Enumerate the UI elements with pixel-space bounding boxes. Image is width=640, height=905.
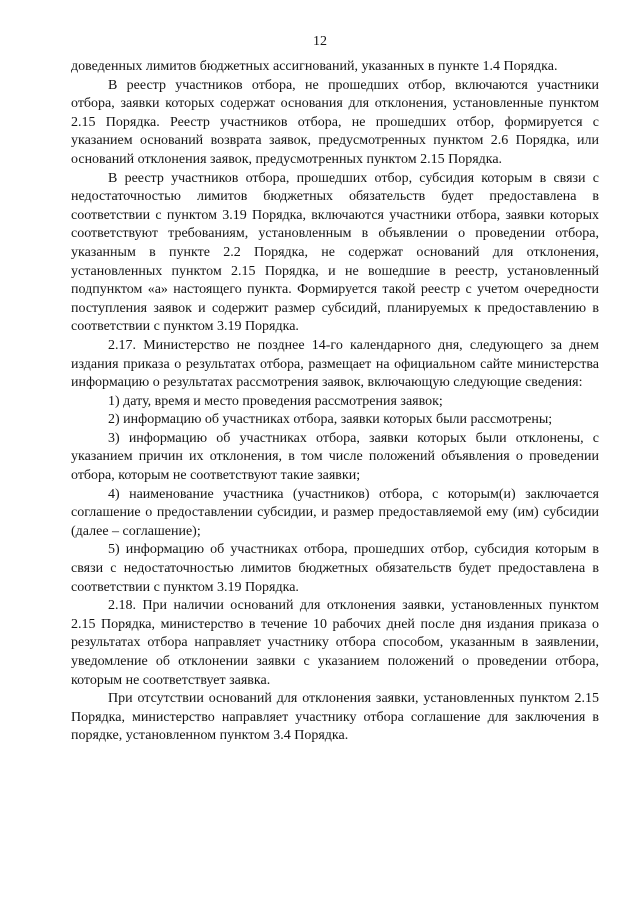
document-body bbox=[71, 58, 599, 746]
list-item-3: 3) информацию об участниках отбора, заявки которых были отклонены, с указанием причин их отклонения, в том числе положений объявления о проведении отбора, которым не соответствуют такие заявки; bbox=[71, 430, 599, 484]
paragraph-rejected-registry: В реестр участников отбора, не прошедших отбор, включаются участники отбора, заявки которых содержат основания для отклонения, установленные пунктом 2.15 Порядка. Реестр участников отбора, не прошедших отбор, формируется с указанием оснований возврата заявок, предусмотренных пунктом 2.6 Порядка, или оснований отклонения заявок, предусмотренных пунктом 2.15 Порядка. bbox=[71, 77, 599, 167]
list-item-4: 4) наименование участника (участников) отбора, с которым(и) заключается соглашение о предоставлении субсидии, и размер предоставляемой ему (им) субсидии (далее – соглашение); bbox=[71, 486, 599, 539]
page-number: 12 bbox=[313, 34, 327, 49]
list-item-5: 5) информацию об участниках отбора, прошедших отбор, субсидия которым в связи с недостаточностью лимитов бюджетных обязательств будет предоставлена в соответствии с пунктом 3.19 Порядка. bbox=[71, 542, 599, 595]
paragraph-continuation: доведенных лимитов бюджетных ассигнований, указанных в пункте 1.4 Порядка. bbox=[71, 59, 558, 74]
paragraph-2-17: 2.17. Министерство не позднее 14-го календарного дня, следующего за днем издания приказа о результатах отбора, размещает на официальном сайте министерства информацию о результатах рассмотрения заявок, включающую следующие сведения: bbox=[71, 337, 599, 391]
paragraph-no-grounds: При отсутствии оснований для отклонения заявки, установленных пунктом 2.15 Порядка, министерство направляет участнику отбора соглашение для заключения в порядке, установленном пунктом 3.4 Порядка. bbox=[71, 691, 599, 744]
paragraph-passed-registry: В реестр участников отбора, прошедших отбор, субсидия которым в связи с недостаточностью лимитов бюджетных обязательств будет предоставлена в соответствии с пунктом 3.19 Порядка, включаются участники отбора, заявки которых соответствуют требованиям, установленным в объявлении о проведении отбора, указанным в пункте 2.2 Порядка, не содержат оснований для отклонения, установленных пунктом 2.15 Порядка, и не вошедшие в реестр, установленный подпунктом «а» настоящего пункта. Формируется такой реестр с учетом очередности поступления заявок и содержит размер субсидий, планируемых к предоставлению в соответствии с пунктом 3.19 Порядка. bbox=[71, 170, 599, 335]
paragraph-2-18: 2.18. При наличии оснований для отклонения заявки, установленных пунктом 2.15 Порядка, министерство в течение 10 рабочих дней после дня издания приказа о результатах отбора направляет участнику отбора способом, указанным в заявлении, уведомление об отклонении заявки с указанием положений о проведении отбора, которым не соответствует заявка. bbox=[71, 598, 599, 688]
list-item-2: 2) информацию об участниках отбора, заявки которых были рассмотрены; bbox=[108, 412, 553, 428]
list-item-1: 1) дату, время и место проведения рассмотрения заявок; bbox=[108, 393, 443, 409]
